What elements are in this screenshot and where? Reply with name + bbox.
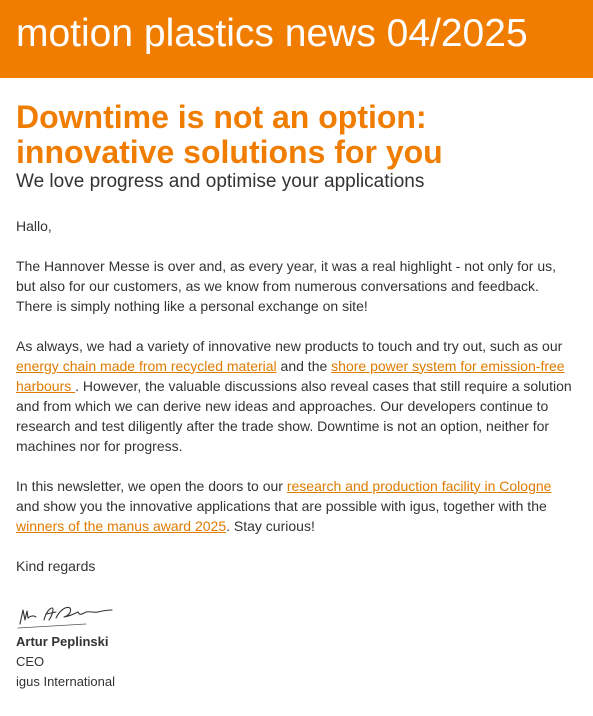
paragraph-intro: The Hannover Messe is over and, as every year, it was a real highlight - not only for us, but also for our customers, as we know from numerous conversations and feedback. There is simply nothing like a personal exchange on site! [16,257,557,314]
link-shore-power-system[interactable]: shore power system for emission-free harbours [16,357,565,394]
signer-title: CEO [16,653,45,669]
greeting: Hallo, [16,217,52,234]
paragraph-newsletter [16,476,577,536]
link-manus-award[interactable]: winners of the manus award 2025 [16,517,227,534]
newsletter-body [0,78,593,692]
paragraph-text: In this newsletter, we open the doors to our [16,477,287,494]
headline: Downtime is not an option: innovative solutions for you [16,99,443,170]
closing: Kind regards [16,557,96,574]
signature-image [16,590,577,630]
paragraph-text: and show you the innovative applications that are possible with igus, together with the [16,497,547,514]
paragraph-text: . Stay curious! [226,517,315,534]
paragraph-text: and the [276,357,332,374]
link-recycled-energy-chain[interactable]: energy chain made from recycled material [16,357,277,374]
newsletter-title: motion plastics news 04/2025 [16,12,528,55]
link-cologne-facility[interactable]: research and production facility in Cologne [286,477,552,494]
paragraph-products [16,336,577,456]
subheadline: We love progress and optimise your applications [16,170,425,192]
signer-name: Artur Peplinski [16,633,109,649]
signer-company: igus International [16,673,116,689]
paragraph-text: As always, we had a variety of innovative new products to touch and try out, such as our [16,337,563,354]
paragraph-text: . However, the valuable discussions also reveal cases that still require a solution and from which we can derive new ideas and approaches. Our developers continue to research and test diligently after the trade show. Downtime is not an option, neither for machines nor for progress. [16,377,572,454]
newsletter-banner [0,0,593,78]
